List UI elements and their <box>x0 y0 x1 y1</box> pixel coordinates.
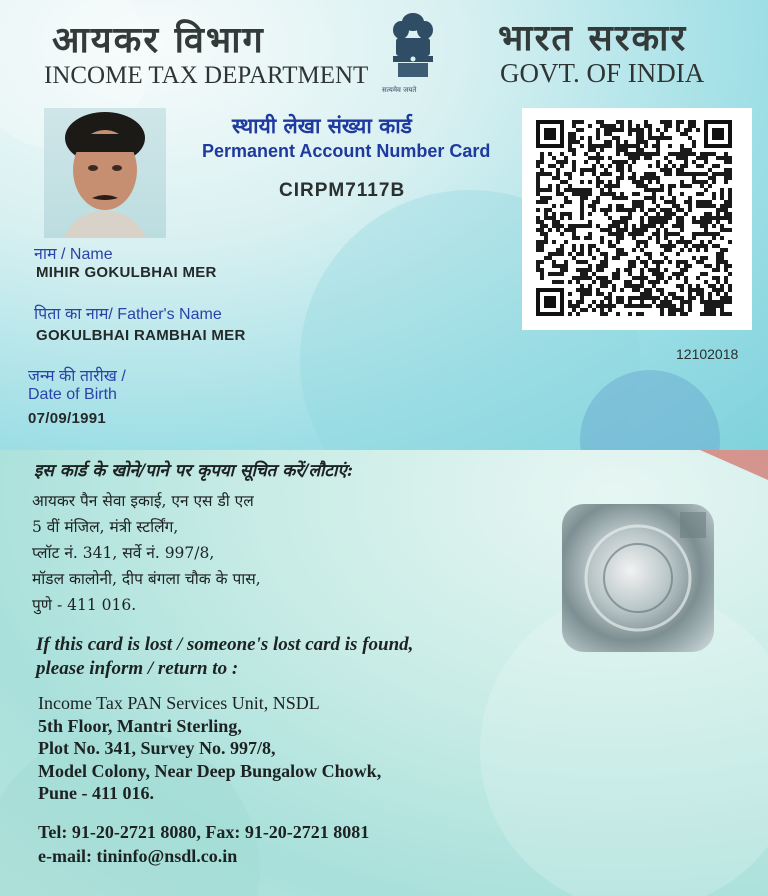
contact-tel-fax: Tel: 91-20-2721 8080, Fax: 91-20-2721 8081 <box>38 822 370 842</box>
hindi-address-line: आयकर पैन सेवा इकाई, एन एस डी एल <box>32 492 254 510</box>
back-english-heading-1: If this card is lost / someone's lost card is found, <box>36 634 414 655</box>
english-address-block <box>38 692 381 805</box>
pan-card-back <box>0 450 768 896</box>
name-label: नाम / Name <box>34 246 113 263</box>
father-name-label: पिता का नाम/ Father's Name <box>34 306 222 323</box>
issue-code: 12102018 <box>676 346 739 362</box>
english-address-line: Plot No. 341, Survey No. 997/8, <box>38 738 276 758</box>
father-name-value: GOKULBHAI RAMBHAI MER <box>36 327 246 344</box>
cardholder-photo <box>44 108 166 238</box>
name-value: MIHIR GOKULBHAI MER <box>36 264 217 281</box>
hindi-address-line: प्लॉट नं. 341, सर्वे नं. 997/8, <box>32 544 215 562</box>
pan-number: CIRPM7117B <box>279 180 406 201</box>
hindi-address-line: 5 वीं मंजिल, मंत्री स्टर्लिंग, <box>32 518 179 536</box>
english-address-line: 5th Floor, Mantri Sterling, <box>38 715 242 736</box>
hindi-address-line: पुणे - 411 016. <box>32 596 137 614</box>
dob-value: 07/09/1991 <box>28 410 107 427</box>
national-emblem-icon <box>384 8 442 98</box>
hindi-address-block <box>32 488 261 618</box>
govt-title-hindi: भारत सरकार <box>498 17 688 59</box>
card-title-hindi: स्थायी लेखा संख्या कार्ड <box>232 114 412 138</box>
govt-title-english: GOVT. OF INDIA <box>500 58 705 88</box>
dob-label-hindi: जन्म की तारीख / <box>28 368 126 385</box>
back-english-heading-2: please inform / return to : <box>36 658 239 679</box>
contact-email: e-mail: tininfo@nsdl.co.in <box>38 846 238 866</box>
dob-label-english: Date of Birth <box>28 386 117 403</box>
english-address-line: Income Tax PAN Services Unit, NSDL <box>38 693 320 713</box>
english-address-line: Model Colony, Near Deep Bungalow Chowk, <box>38 760 382 781</box>
hologram <box>562 504 714 652</box>
english-address-line: Pune - 411 016. <box>38 783 155 803</box>
emblem-motto: सत्यमेव जयते <box>382 86 417 94</box>
dept-title-english: INCOME TAX DEPARTMENT <box>44 62 369 89</box>
hindi-address-line: मॉडल कालोनी, दीप बंगला चौक के पास, <box>32 570 261 588</box>
dept-title-hindi: आयकर विभाग <box>52 19 265 61</box>
back-hindi-heading: इस कार्ड के खोने/पाने पर कृपया सूचित करें/लौटाएं: <box>34 461 354 481</box>
qr-code <box>522 108 752 330</box>
card-title-english: Permanent Account Number Card <box>202 141 491 161</box>
